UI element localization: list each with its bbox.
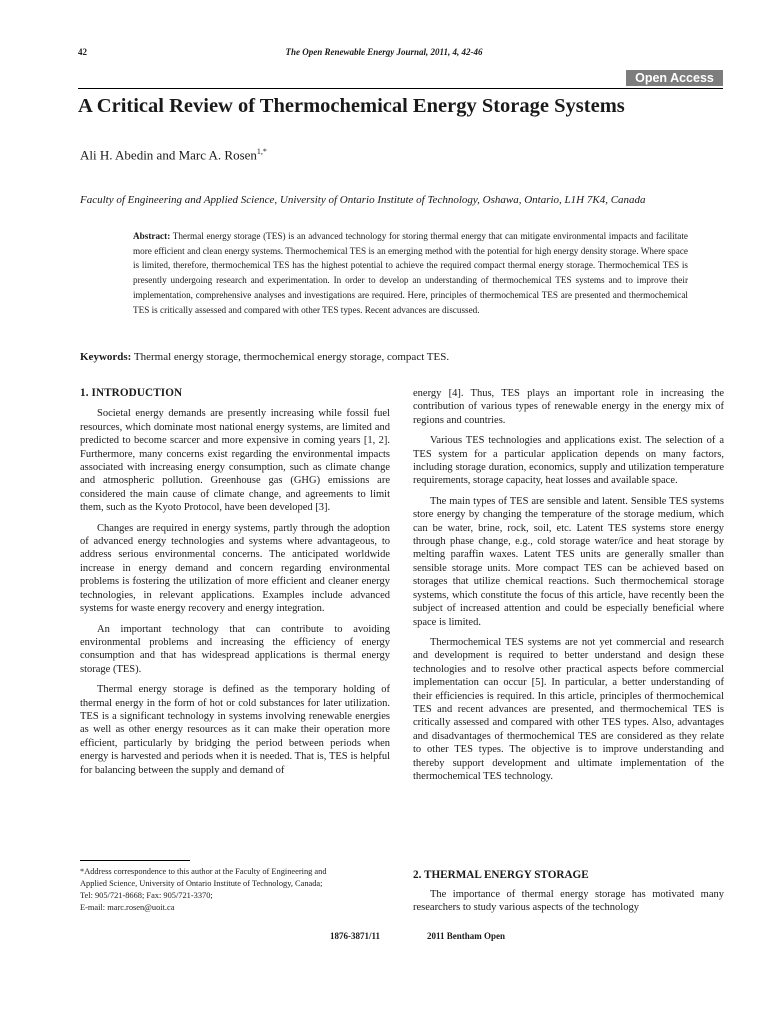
title-rule: [78, 88, 723, 89]
footnote-line: Tel: 905/721-8668; Fax: 905/721-3370;: [80, 891, 213, 900]
authors: [80, 147, 267, 163]
intro-paragraph: Changes are required in energy systems, partly through the adoption of advanced energy technologies and systems where advantageous, to address serious environmental concerns. The anticipated worldwide increase in energy demand and concern regarding environmental problems is fostering the utilization of more efficient and cleaner energy technologies, in relevant applications. Examples include advanced systems for waste energy recovery and energy integration.: [80, 522, 390, 615]
footnote-line: E-mail: marc.rosen@uoit.ca: [80, 903, 175, 912]
keywords-label: Keywords:: [80, 351, 132, 363]
intro-paragraph: Thermochemical TES systems are not yet commercial and research and development is required to better understand and design these technologies and to resolve other practical aspects before commercial implementation can occur [5]. In particular, a better understanding of their efficiencies is required. In this article, principles of thermochemical TES and recent advances are presented, and thermochemical TES is critically assessed and compared with other TES types. Also, advantages and disadvantages of thermochemical TES are considered as they relate to other TES types. The objective is to improve understanding and thereby support development and ultimate implementation of the thermochemical TES technology.: [413, 636, 724, 782]
section2-paragraph: The importance of thermal energy storage has motivated many researchers to study various aspects of the technology: [413, 889, 724, 914]
intro-paragraph: Societal energy demands are presently increasing while fossil fuel resources, which dominate most national energy systems, are limited and predicted to become scarcer and more expensive in coming years [1, 2]. Furthermore, many concerns exist regarding the environmental impacts associated with increasing energy consumption, such as climate change and atmospheric pollution. Greenhouse gas (GHG) emissions are considered the main cause of climate change, and agreements to limit them, such as the Kyoto Protocol, have been developed [3].: [80, 408, 390, 514]
abstract-text: Thermal energy storage (TES) is an advanced technology for storing thermal energy that can mitigate environmental impacts and facilitate more efficient and clean energy systems. Thermochemical TES is an emerging method with the potential for high energy density storage. Where space is limited, therefore, thermochemical TES has the highest potential to achieve the required compact thermal energy storage. Thermochemical TES is presently undergoing research and experimentation. In order to develop an understanding of thermochemical TES systems and to improve their implementation, comprehensive analyses and investigations are required. Here, principles of thermochemical TES are presented and thermochemical TES is critically assessed and compared with other TES types. Recent advances are discussed.: [133, 231, 688, 315]
intro-paragraph: energy [4]. Thus, TES plays an important role in increasing the contribution of various types of renewable energy in the energy mix of regions and countries.: [413, 388, 724, 426]
journal-citation: The Open Renewable Energy Journal, 2011, 4, 42-46: [285, 47, 483, 57]
footer-publisher: 2011 Bentham Open: [427, 931, 506, 941]
intro-paragraph: The main types of TES are sensible and latent. Sensible TES systems store energy by changing the temperature of the storage medium, which can be water, brine, rock, soil, etc. Latent TES systems store energy through phase change, e.g., cold storage water/ice and heat storage by melting paraffin waxes. Latent TES units are generally smaller than sensible storage units. More compact TES can be achieved based on storages that utilize chemical reactions. Such thermochemical storage systems, which constitute the focus of this article, have recently been the subject of increased attention and could be especially beneficial where space is limited.: [413, 495, 724, 628]
footnote-rule: [80, 860, 190, 861]
intro-paragraph: An important technology that can contribute to avoiding environmental problems and increasing the efficiency of energy consumption and that has widespread applications is thermal energy storage (TES).: [80, 623, 390, 675]
footer-doi: 1876-3871/11: [330, 931, 381, 941]
abstract-label: Abstract:: [133, 231, 171, 241]
intro-paragraph: Thermal energy storage is defined as the temporary holding of thermal energy in the form of hot or cold substances for later utilization. TES is a significant technology in systems involving renewable energies as well as other energy resources as it can make their operation more efficient, particularly by bridging the period between periods when energy is harvested and periods when it is needed. That is, TES is helpful for balancing between the supply and demand of: [80, 684, 390, 776]
footnote-line: Applied Science, University of Ontario Institute of Technology, Canada;: [80, 879, 323, 888]
article-title: A Critical Review of Thermochemical Energy Storage Systems: [78, 95, 625, 117]
left-column: [80, 387, 390, 777]
author-marker: 1,*: [256, 147, 267, 156]
introduction-heading: 1. INTRODUCTION: [80, 387, 183, 399]
intro-paragraph: Various TES technologies and applications exist. The selection of a TES system for a particular application depends on many factors, including storage duration, economics, supply and utilization temperature requirements, storage capacity, heat losses and available space.: [413, 435, 724, 487]
page-number: 42: [78, 47, 87, 57]
footnote-line: *Address correspondence to this author at the Faculty of Engineering and: [80, 867, 327, 876]
affiliation: Faculty of Engineering and Applied Science, University of Ontario Institute of Technology, Oshawa, Ontario, L1H 7K4, Canada: [80, 194, 646, 206]
abstract: [133, 229, 688, 317]
keywords-text: Thermal energy storage, thermochemical energy storage, compact TES.: [133, 351, 450, 363]
footnote: [80, 866, 394, 914]
author-names: Ali H. Abedin and Marc A. Rosen: [80, 147, 257, 163]
right-column: [413, 387, 724, 783]
open-access-badge: Open Access: [626, 70, 723, 86]
section2-heading: 2. THERMAL ENERGY STORAGE: [413, 869, 589, 881]
keywords: [80, 351, 730, 363]
